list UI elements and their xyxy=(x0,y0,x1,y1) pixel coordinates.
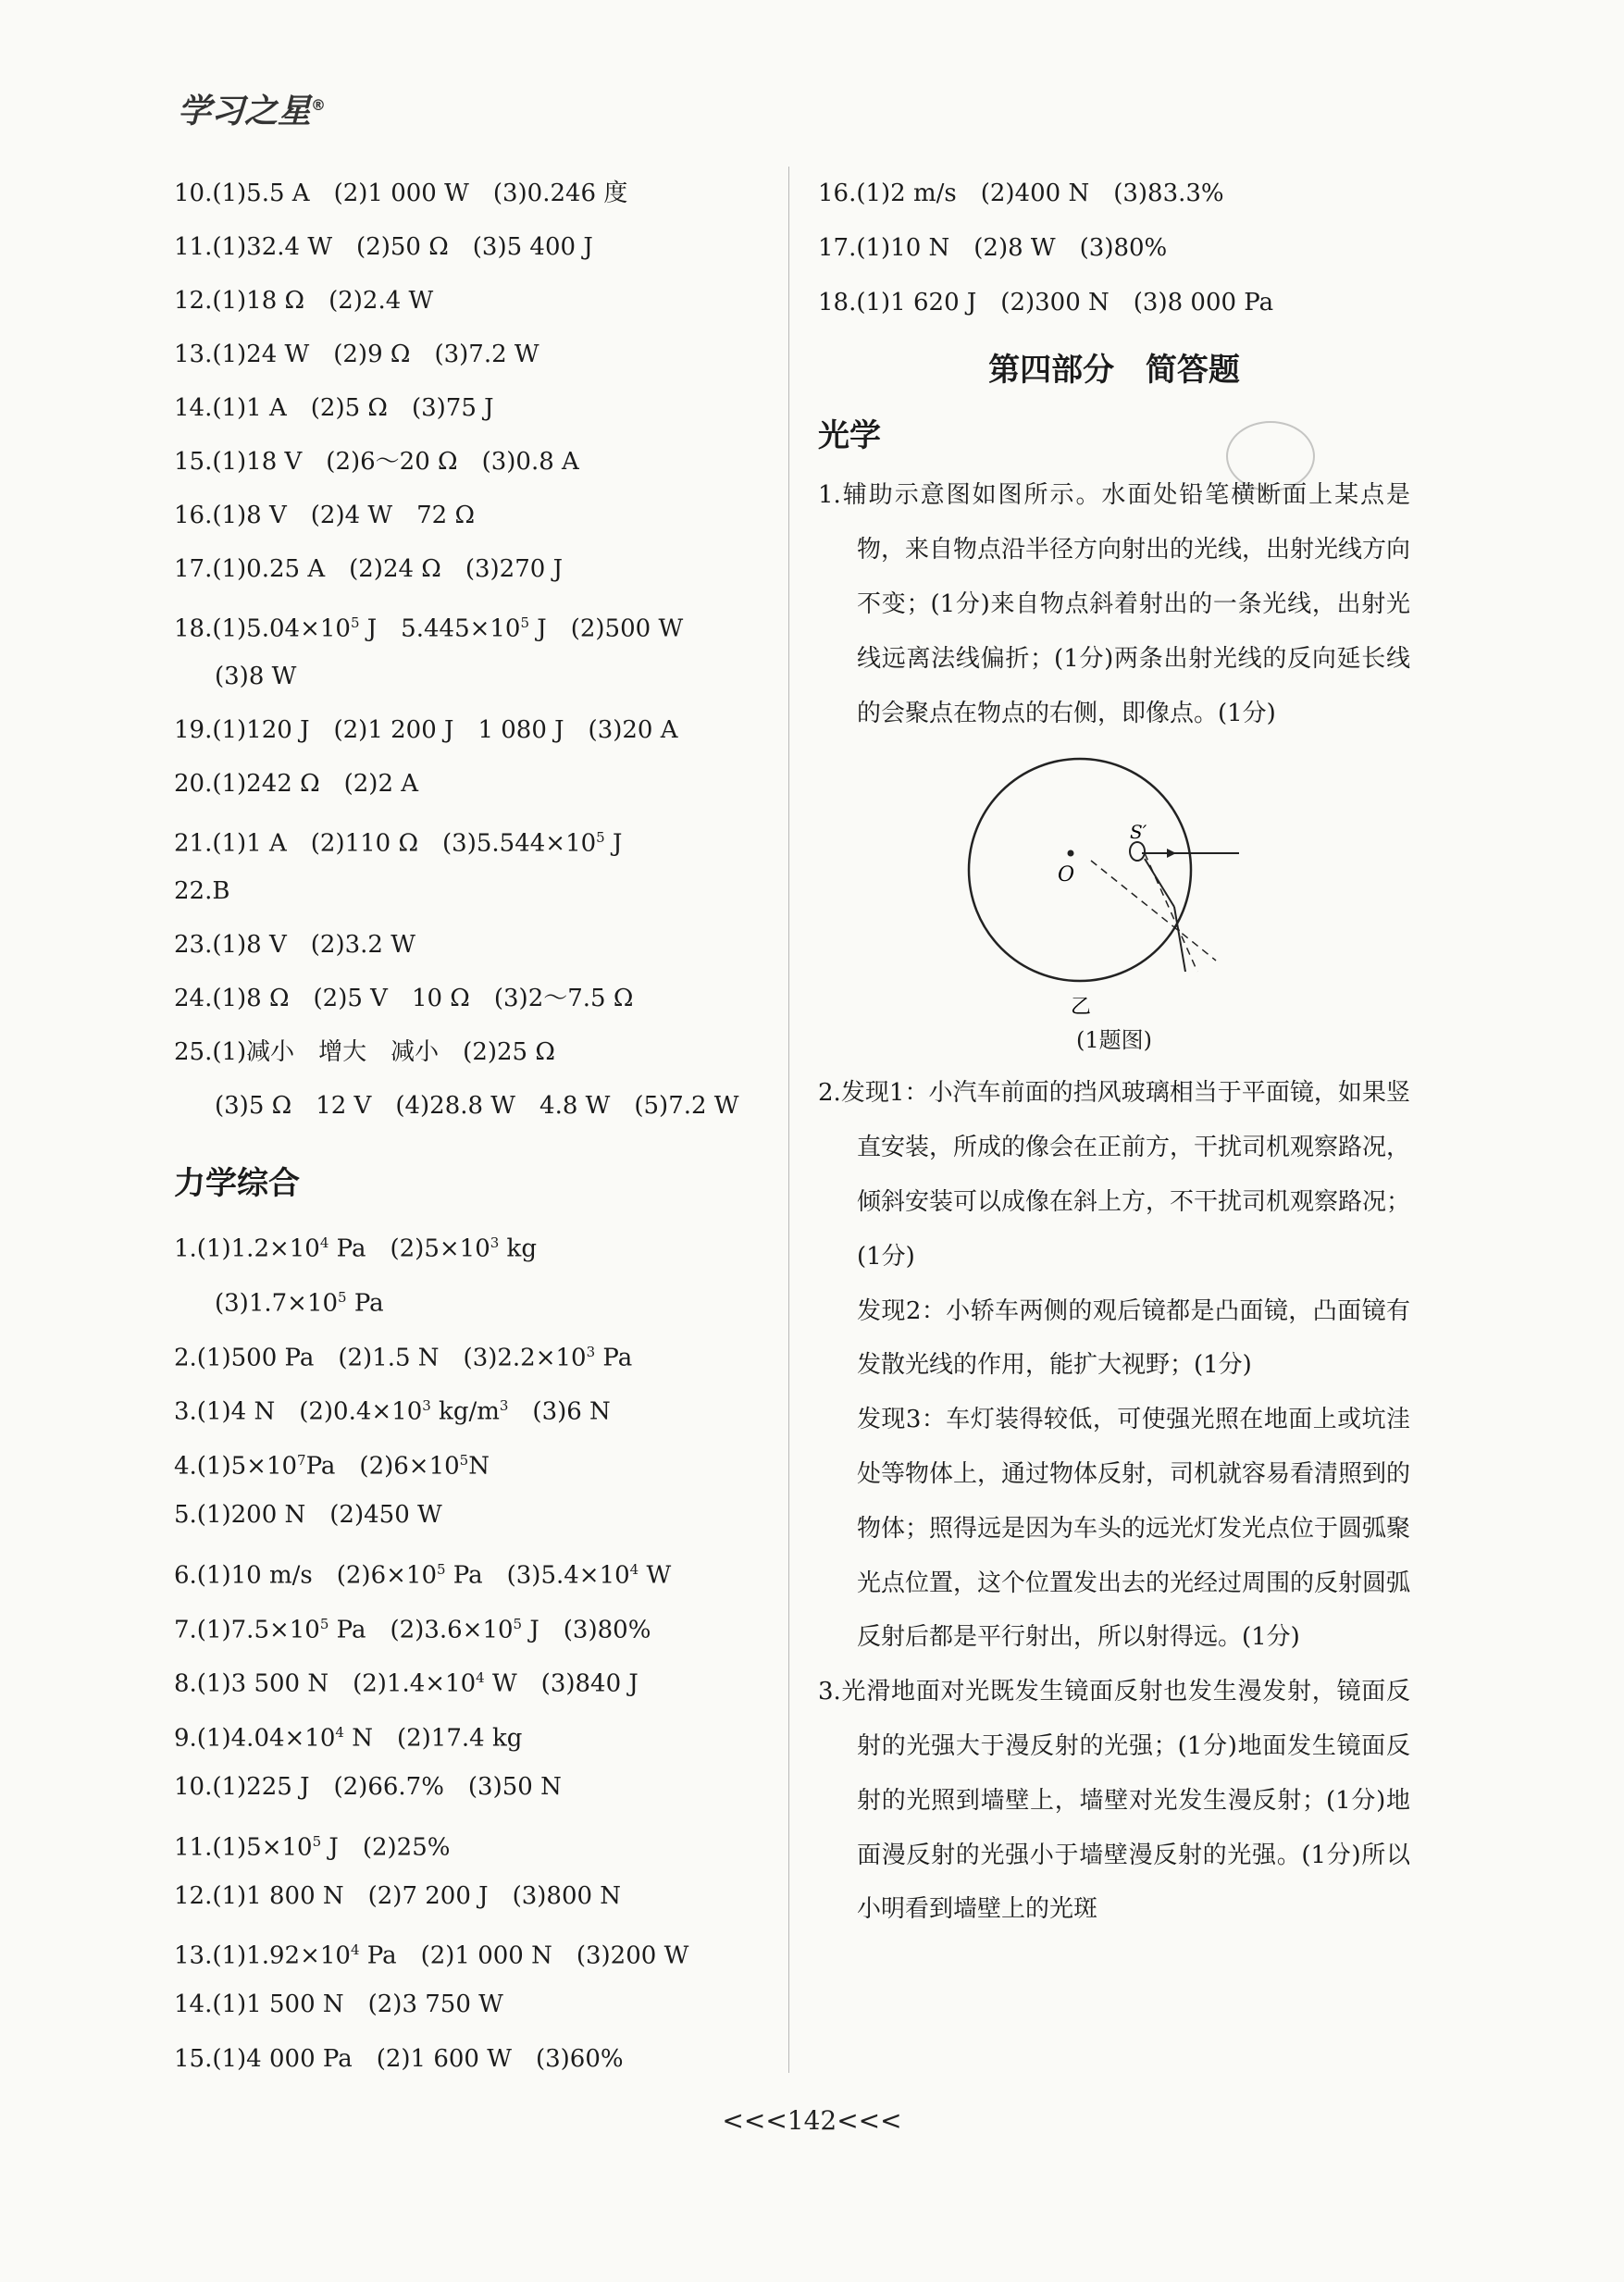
center-point xyxy=(1068,850,1074,857)
answer-line: 5.(1)200 N (2)450 W xyxy=(174,1500,442,1529)
question-3-answer: 3.光滑地面对光既发生镜面反射也发生漫发射，镜面反射的光强大于漫反射的光强；(1分)地面发生镜面反射的光照到墙壁上，墙壁对光发生漫反射；(1分)地面漫反射的光强小于墙壁漫反射的光强。(1分)所以小明看到墙壁上的光斑 xyxy=(818,1678,1410,1924)
figure-caption: (1题图) xyxy=(1076,1027,1152,1054)
answer-line: $9.(1)4.04\times 10^4$ N (2)17.4 kg xyxy=(174,1724,523,1753)
answer-line: 22.B xyxy=(174,877,230,905)
answer-line-continued: (3)5 Ω 12 V (4)28.8 W 4.8 W (5)7.2 W xyxy=(215,1092,739,1120)
answer-line: 12.(1)1 800 N (2)7 200 J (3)800 N xyxy=(174,1881,622,1910)
brand-logo: 学习之星® xyxy=(178,93,327,130)
normal-dashed xyxy=(1091,861,1216,961)
question-1-answer: 1.辅助示意图如图所示。水面处铅笔横断面上某点是物，来自物点沿半径方向射出的光线，出射光线方向不变；(1分)来自物点斜着射出的一条光线，出射光线远离法线偏折；(1分)两条出射光线的反向延长线的会聚点在物点的右侧，即像点。(1分) xyxy=(818,481,1411,727)
question-2-finding-3: 发现3：车灯装得较低，可使强光照在地面上或坑洼处等物体上，通过物体反射，司机就容易看清照到的物体；照得远是因为车头的远光灯发光点位于圆弧聚光点位置，这个位置发出去的光经过周围的反射圆弧反射后都是平行射出，所以射得远。(1分) xyxy=(857,1406,1411,1652)
question-2-finding-2: 发现2：小轿车两侧的观后镜都是凸面镜，凸面镜有发散光线的作用，能扩大视野；(1分) xyxy=(857,1296,1410,1380)
answer-line: $13.(1)1.92\times 10^4$ Pa (2)1 000 N (3)200 W xyxy=(174,1941,689,1971)
answer-line: $4.(1)5\times 10^7Pa$ $(2)6\times 10^5N$ xyxy=(174,1452,490,1481)
answer-line-21: 21.(1)1 A (2)110 Ω $(3)5.544\times 10^5$ J xyxy=(174,829,623,858)
answer-line: 15.(1)4 000 Pa (2)1 600 W (3)60% xyxy=(174,2044,624,2073)
answer-line: 8.(1)3 500 N $(2)1.4\times 10^4$ W (3)840 J xyxy=(174,1669,638,1699)
answer-line: 17.(1)0.25 A (2)24 Ω (3)270 J xyxy=(174,555,563,583)
label-circle: 乙 xyxy=(1071,996,1092,1019)
answer-line: $11.(1)5\times 10^5$ J (2)25% xyxy=(174,1832,451,1862)
answer-line: 19.(1)120 J (2)1 200 J 1 080 J (3)20 A xyxy=(174,716,678,744)
answer-line-18: $18.(1)5.04\times 10^5$ J $5.445\times 10^5$ J (2)500 W xyxy=(174,614,684,643)
answer-line: 10.(1)225 J (2)66.7% (3)50 N xyxy=(174,1772,562,1801)
answer-line: 10.(1)5.5 A (2)1 000 W (3)0.246 度 xyxy=(174,180,628,207)
left-column xyxy=(174,167,766,2087)
label-center: O xyxy=(1058,863,1075,887)
question-2-answer: 2.发现1：小汽车前面的挡风玻璃相当于平面镜，如果竖直安装，所成的像会在正前方，干扰司机观察路况，倾斜安装可以成像在斜上方，不干扰司机观察路况；(1分) xyxy=(818,1079,1411,1271)
answer-line: 15.(1)18 V (2)6～20 Ω (3)0.8 A xyxy=(174,448,579,476)
answer-line: 11.(1)32.4 W (2)50 Ω (3)5 400 J xyxy=(174,233,593,261)
label-image: S′ xyxy=(1130,821,1147,844)
answer-line: 13.(1)24 W (2)9 Ω (3)7.2 W xyxy=(174,341,539,368)
answer-line: 3.(1)4 N $(2)0.4\times 10^3$ $kg/m^3$ (3)6 N xyxy=(174,1397,611,1427)
column-divider xyxy=(788,167,789,2073)
answer-line-continued: $(3)1.7\times 10^5$ Pa xyxy=(215,1288,384,1318)
section-heading-mechanics: 力学综合 xyxy=(174,1165,300,1202)
answer-line: 2.(1)500 Pa (2)1.5 N $(3)2.2\times 10^3$ Pa xyxy=(174,1343,633,1372)
water-cross-section-circle xyxy=(969,759,1191,981)
figure-refraction xyxy=(818,750,1410,1018)
answer-line: 12.(1)18 Ω (2)2.4 W xyxy=(174,287,434,315)
answer-line: 18.(1)1 620 J (2)300 N (3)8 000 Pa xyxy=(818,288,1274,316)
answer-line: 14.(1)1 A (2)5 Ω (3)75 J xyxy=(174,394,494,422)
answer-line: 17.(1)10 N (2)8 W (3)80% xyxy=(818,233,1168,262)
answer-line: 16.(1)8 V (2)4 W 72 Ω xyxy=(174,502,476,529)
pencil-cross-section xyxy=(1130,842,1145,861)
part-title: 第四部分 简答题 xyxy=(988,352,1240,390)
answer-line-continued: (3)8 W xyxy=(215,663,297,690)
answer-line: 23.(1)8 V (2)3.2 W xyxy=(174,931,415,959)
answer-line: $1.(1)1.2\times 10^4$ Pa $(2)5\times 10^3$ kg xyxy=(174,1234,537,1263)
answer-line: 14.(1)1 500 N (2)3 750 W xyxy=(174,1991,503,2019)
page-number: <<<142<<< xyxy=(722,2105,902,2136)
right-column xyxy=(818,167,1410,1937)
answer-line: 24.(1)8 Ω (2)5 V 10 Ω (3)2～7.5 Ω xyxy=(174,985,634,1012)
answer-line: $7.(1)7.5\times 10^5$ Pa $(2)3.6\times 10^5$ J (3)80% xyxy=(174,1615,651,1644)
answer-line: 16.(1)2 m/s (2)400 N (3)83.3% xyxy=(818,180,1224,207)
answer-line: 25.(1)减小 增大 减小 (2)25 Ω xyxy=(174,1038,555,1066)
answer-line: 6.(1)10 m/s $(2)6\times 10^5$ Pa $(3)5.4\times 10^4$ W xyxy=(174,1560,672,1590)
refraction-diagram xyxy=(961,750,1258,1018)
ray-arrow xyxy=(1167,849,1176,858)
section-heading-optics: 光学 xyxy=(818,417,881,455)
ray-incident xyxy=(1145,859,1174,907)
answer-line: 20.(1)242 Ω (2)2 A xyxy=(174,770,419,798)
